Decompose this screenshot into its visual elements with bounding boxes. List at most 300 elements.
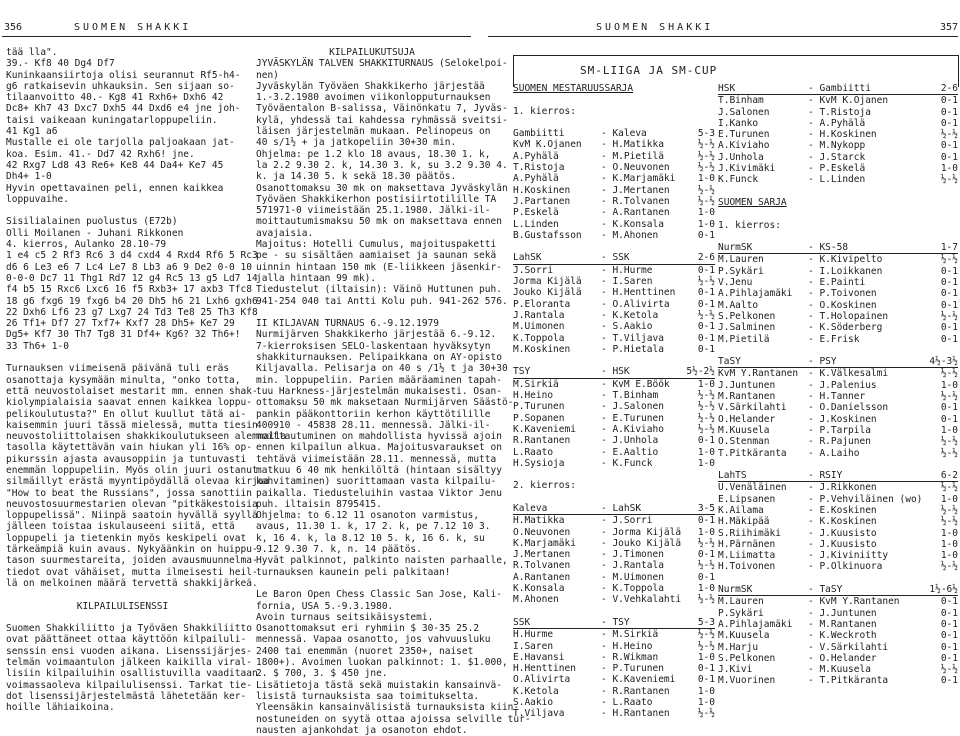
text-line: avaus, 11.30 1. k, 17 2. k, pe 7.12 10 3.	[256, 521, 491, 533]
text-line: dot lisenssijärjestelmästä lähetetään ker-	[6, 690, 247, 702]
score: ½-½	[697, 423, 715, 435]
match-score: 6-2	[940, 470, 958, 482]
section-heading: KILPAILUKUTSUJA	[329, 47, 415, 58]
score: 0-1	[697, 663, 715, 675]
score: ½-½	[940, 436, 958, 448]
score: 0-1	[940, 630, 958, 642]
team-away: - SSK	[601, 252, 630, 264]
player-white: Gambiitti	[513, 128, 565, 140]
team-home: TSY	[513, 366, 531, 378]
text-line: nostuneiden on syytä ottaa ajoissa selville tur-	[256, 713, 531, 725]
result-row	[718, 528, 958, 539]
player-white: E.Havansi	[513, 651, 565, 663]
player-white: P.Eloranta	[513, 298, 571, 310]
score: ½-½	[940, 129, 958, 141]
result-row	[513, 287, 715, 298]
player-black: - T.Pitkäranta	[808, 675, 889, 687]
text-line: 941-254 040 tai Antti Kolu puh. 941-262 576.	[256, 295, 508, 307]
text-line: 41 Kg1 a6	[6, 126, 58, 138]
score: 0-1	[697, 287, 715, 299]
player-white: J.Sorri	[513, 264, 554, 276]
score: 1-0	[940, 550, 958, 562]
match-header	[718, 356, 958, 368]
result-row	[718, 380, 958, 391]
match-header	[513, 252, 715, 264]
result-row	[513, 424, 715, 435]
result-row	[718, 266, 958, 277]
score: ½-½	[697, 390, 715, 402]
result-row	[718, 516, 958, 527]
score: 0-1	[697, 321, 715, 333]
player-black: - K.Koskinen	[808, 516, 877, 528]
player-black: - J.Starck	[808, 151, 866, 163]
match-score: 1½-6½	[929, 584, 958, 596]
team-away: - TSY	[601, 616, 630, 628]
player-black: - K.Konsala	[601, 218, 664, 230]
text-line: "How to beat the Russians", jossa sanottiin	[6, 487, 252, 499]
score: ½-½	[697, 401, 715, 413]
player-black: - J.Rantala	[601, 560, 664, 572]
text-line: koa. Esim. 41.- Dd7 42 Rxh6! jne.	[6, 148, 195, 160]
team-home: Kaleva	[513, 502, 548, 514]
result-row	[718, 322, 958, 333]
result-row	[718, 675, 958, 686]
result-row	[718, 163, 958, 174]
player-black: - K.Weckroth	[808, 630, 877, 642]
result-row	[718, 505, 958, 516]
team-home: NurmSK	[718, 584, 753, 596]
text-line: matkuu 6 40 mk henkilöltä (hintaan sisältyy	[256, 464, 502, 476]
match-score: 1-7	[940, 242, 958, 254]
text-line: Ohjelma: pe 1.2 klo 18 avaus, 18.30 1. k,	[256, 148, 491, 160]
player-white: A.Pihlajamäki	[718, 288, 793, 300]
match-header	[513, 366, 715, 378]
player-black: - V.Särkilahti	[808, 641, 889, 653]
score: ½-½	[697, 184, 715, 196]
player-black: - Kaleva	[601, 128, 647, 140]
blank-line	[6, 589, 239, 600]
result-row	[718, 129, 958, 140]
text-line: tehtävä viimeistään 28.11. mennessä, mutta	[256, 453, 497, 465]
player-black: - T.Holopainen	[808, 310, 889, 322]
result-row	[513, 379, 715, 390]
text-line: Lisätietoja tästä sekä muistakin kansainvä-	[256, 679, 502, 691]
match-header	[718, 242, 958, 254]
player-black: - J.Kuusisto	[808, 527, 877, 539]
score: 0-1	[697, 332, 715, 344]
results-column-2	[718, 83, 958, 687]
text-line: Suomen Shakkiliitto ja Työväen Shakkiliitto	[6, 623, 252, 635]
score: ½-½	[940, 561, 958, 573]
player-white: K.Funck	[718, 174, 759, 186]
result-row	[718, 311, 958, 322]
player-black: - P.Turunen	[601, 663, 664, 675]
score: ½-½	[940, 516, 958, 528]
blank-line	[513, 492, 715, 503]
blank-line	[718, 208, 958, 219]
score: 1-0	[697, 526, 715, 538]
score: ½-½	[940, 664, 958, 676]
text-line: Dh4+ 1-0	[6, 171, 52, 183]
score: 0-1	[940, 265, 958, 277]
text-line: 22 Dxh6 Lf6 23 g7 Lxg7 24 Td3 Te8 25 Th3 Kf8	[6, 306, 258, 318]
text-line: loppupelissä". Niinpä saatoin hyvällä syyllä	[6, 510, 258, 522]
player-black: - P.Vehviläinen (wo)	[808, 493, 923, 505]
player-white: P.Eskelä	[513, 207, 559, 219]
score: 1-0	[697, 583, 715, 595]
left-running-title: SUOMEN SHAKKI	[74, 22, 192, 33]
blank-line	[6, 205, 239, 216]
result-row	[718, 619, 958, 630]
text-line: loppupeli ja tietenkin myös keskipeli ovat	[6, 532, 247, 544]
text-line: 400910 - 45838 28.11. mennessä. Jälki-il-	[256, 419, 491, 431]
player-black: - J.Unhola	[601, 435, 659, 447]
result-row	[513, 538, 715, 549]
result-row	[513, 413, 715, 424]
player-white: H.Heino	[513, 390, 554, 402]
score: 1-0	[940, 379, 958, 391]
result-row	[718, 300, 958, 311]
score: ½-½	[697, 276, 715, 288]
match-header	[718, 83, 958, 95]
text-line: tiedot ovat vähäiset, mutta ilmeisesti heil-	[6, 566, 258, 578]
score: ½-½	[697, 195, 715, 207]
text-line: g6 ratkaisevin uhkauksin. Sen sijaan so-	[6, 80, 235, 92]
player-black: - M.Rantanen	[808, 618, 877, 630]
player-black: - H.Koskinen	[808, 129, 877, 141]
player-black: - O.Koskinen	[808, 299, 877, 311]
result-row	[718, 561, 958, 572]
blank-line	[513, 241, 715, 252]
score: 0-1	[697, 343, 715, 355]
player-black: - A.Rantanen	[601, 207, 670, 219]
player-white: T.Viljava	[513, 708, 565, 720]
player-black: - O.Neuvonen	[601, 162, 670, 174]
player-black: - P.Tarpila	[808, 424, 871, 436]
score: ½-½	[940, 174, 958, 186]
score: ½-½	[697, 162, 715, 174]
player-white: P.Sopanen	[513, 412, 565, 424]
text-line: 1800+). Avoimen luokan palkinnot: 1. $1.000,	[256, 657, 508, 669]
player-white: M.Sirkiä	[513, 378, 559, 390]
player-white: J.Kivi	[718, 664, 753, 676]
text-line: 2. $ 700, 3. $ 450 jne.	[256, 668, 388, 680]
player-white: H.Toivonen	[718, 561, 776, 573]
player-black: - R.Wikman	[601, 651, 659, 663]
text-line: 9.12 9.30 7. k, n. 14 päätös.	[256, 544, 422, 556]
score: 0-1	[697, 435, 715, 447]
result-row	[513, 629, 715, 640]
result-row	[513, 515, 715, 526]
score: 0-1	[697, 264, 715, 276]
text-line: 2400 tai enemmän (nuoret 2350+, naiset	[256, 645, 474, 657]
player-white: V.Jenu	[718, 277, 753, 289]
player-white: M.Liimatta	[718, 550, 776, 562]
text-line: lä on melkoinen määrä tervettä shakkijärkeä.	[6, 577, 258, 589]
blank-line	[718, 231, 958, 242]
result-row	[513, 333, 715, 344]
team-away: - Gambiitti	[808, 83, 871, 94]
text-line: 42 Rxg7 Ld8 43 Re6+ Ke8 44 Da4+ Ke7 45	[6, 159, 224, 171]
result-row	[513, 139, 715, 150]
player-black: - R.Pajunen	[808, 436, 871, 448]
text-line: taisi vaikeaan kuningatarloppupeliin.	[6, 114, 218, 126]
result-row	[718, 254, 958, 265]
player-white: I.Kanko	[718, 117, 759, 129]
score: 0-1	[940, 140, 958, 152]
player-white: J.Unhola	[718, 151, 764, 163]
player-black: - O.Alivirta	[601, 298, 670, 310]
player-white: T.Ristoja	[513, 162, 565, 174]
score: 0-1	[940, 151, 958, 163]
player-white: V.Särkilahti	[718, 402, 787, 414]
result-row	[513, 435, 715, 446]
blank-line	[6, 612, 239, 623]
player-black: - L.Linden	[808, 174, 866, 186]
team-home: LahTS	[718, 470, 747, 482]
text-line: osanottaja kysymään minulta, "onko totta,	[6, 374, 241, 386]
result-row	[513, 641, 715, 652]
team-home: NurmSK	[718, 242, 753, 254]
player-black: - S.Aakio	[601, 321, 653, 333]
player-black: - Jouko Kijälä	[601, 537, 682, 549]
text-line: jälleen toistaa iskulauseeni siitä, että	[6, 521, 235, 533]
score: 1-0	[940, 527, 958, 539]
result-row	[513, 185, 715, 196]
player-white: M.Koskinen	[513, 343, 571, 355]
result-row	[513, 686, 715, 697]
text-line: Työväen Shakkikerhon postisiirtotilille TA	[256, 193, 497, 205]
result-row	[513, 458, 715, 469]
text-line: JYVÄSKYLÄN TALVEN SHAKKITURNAUS (Selokelpoi-	[256, 58, 508, 70]
blank-line	[513, 117, 715, 128]
player-black: - M.Ahonen	[601, 229, 659, 241]
text-line: 18 g6 fxg6 19 fxg6 b4 20 Dh5 h6 21 Lxh6 gxh6	[6, 295, 258, 307]
player-white: J.Juntunen	[718, 379, 776, 391]
result-row	[718, 174, 958, 185]
blank-line	[6, 352, 239, 363]
player-white: KvM K.Ojanen	[513, 139, 582, 151]
result-row	[718, 653, 958, 664]
player-black: - L.Raato	[601, 697, 653, 709]
player-black: - E.Painti	[808, 277, 866, 289]
match-score: 5½-2½	[686, 366, 715, 378]
result-row	[513, 310, 715, 321]
text-line: Majoitus: Hotelli Cumulus, majoituspaketti	[256, 239, 497, 251]
player-white: M.Harju	[718, 641, 759, 653]
player-black: - R.Tolvanen	[601, 195, 670, 207]
score: 0-1	[940, 641, 958, 653]
match-header	[718, 584, 958, 596]
player-black: - M.Uimonen	[601, 571, 664, 583]
results-box-right-rule	[958, 55, 959, 87]
team-away: - RSIY	[808, 470, 843, 482]
section-heading: KILPAILULISENSSI	[76, 600, 169, 612]
result-row	[718, 596, 958, 607]
text-line: kahvitaminen) suorittamaan vasta kilpailu-	[256, 476, 497, 488]
result-row	[718, 107, 958, 118]
results-title: SM-LIIGA JA SM-CUP	[580, 64, 718, 77]
text-line: ennen kilpailun alkua. Majoitusvaraukset on	[256, 442, 502, 454]
player-white: A.Pyhälä	[513, 173, 559, 185]
text-line: ovat päättäneet ottaa käyttöön kilpailuli-	[6, 634, 247, 646]
text-line: senssin ensi vuoden aikana. Lisenssijärjes-	[6, 645, 252, 657]
player-black: - K.Toppola	[601, 583, 664, 595]
player-white: A.Kiviaho	[718, 140, 770, 152]
player-black: - K.Marjamäki	[601, 173, 676, 185]
blank-line	[718, 459, 958, 470]
score: ½-½	[940, 447, 958, 459]
text-line: 26 Tf1+ Df7 27 Txf7+ Kxf7 28 Dh5+ Ke7 29	[6, 318, 235, 330]
player-black: - J.Salonen	[601, 401, 664, 413]
result-row	[718, 277, 958, 288]
team-away: - TaSY	[808, 584, 843, 596]
text-line: Yleensäkin kansainvälisistä turnauksista kiin-	[256, 702, 520, 714]
text-line: tää lla".	[6, 47, 58, 58]
round-heading: 1. kierros:	[513, 105, 576, 117]
player-white: Jouko Kijälä	[513, 287, 582, 299]
series-heading: SUOMEN MESTARUUSSARJA	[513, 83, 634, 94]
score: 1-0	[697, 446, 715, 458]
player-white: T.Pitkäranta	[718, 447, 787, 459]
text-line: tärkeämpiä kuin avaus. Nykyäänkin on huippu-	[6, 544, 258, 556]
blank-line	[718, 186, 958, 197]
score: ½-½	[697, 537, 715, 549]
score: 0-1	[697, 515, 715, 527]
text-line: telmän voimaantulon jälkeen kaikilla viral-	[6, 657, 252, 669]
score: ½-½	[697, 150, 715, 162]
score: 0-1	[697, 549, 715, 561]
result-row	[513, 196, 715, 207]
result-row	[718, 152, 958, 163]
text-line: että neuvostolaiset mestarit mm. ennen shak-	[6, 385, 258, 397]
player-white: I.Saren	[513, 640, 554, 652]
player-black: - KvM Y.Rantanen	[808, 596, 900, 608]
result-row	[718, 334, 958, 345]
text-line: 1.-3.2.1980 avoimen viikonlopputurnauksen	[256, 92, 491, 104]
text-line: Kiljavalla. Pelisarja on 40 s /1½ t ja 30+30	[256, 363, 508, 375]
player-white: M.Lauren	[718, 596, 764, 608]
round-heading: 2. kierros:	[513, 480, 576, 492]
result-row	[718, 664, 958, 675]
text-line: Jyväskylän Työväen Shakkikerho järjestää	[256, 80, 485, 92]
text-line: avajaisia.	[256, 227, 314, 239]
score: ½-½	[940, 254, 958, 266]
score: 0-1	[697, 571, 715, 583]
text-line: hoille lähiaikoina.	[6, 702, 115, 714]
text-line: uinnin hintaan 150 mk (E-liikkeen jäsenkir-	[256, 261, 502, 273]
player-black: - K.Ketola	[601, 309, 659, 321]
result-row	[718, 425, 958, 436]
player-black: - A.Laiho	[808, 447, 860, 459]
text-line: lisiin kilpailuihin osallistuvilla vaaditaan	[6, 668, 258, 680]
text-line: Osanottomaksu 30 mk on maksettava Jyväskylän	[256, 182, 508, 194]
match-score: 2-6	[940, 83, 958, 94]
result-row	[718, 118, 958, 129]
player-black: - E.Koskinen	[808, 504, 877, 516]
text-line: mennessä. Vapaa osanotto, jos vahvuusluku	[256, 634, 491, 646]
score: 0-1	[940, 402, 958, 414]
score: 0-1	[940, 618, 958, 630]
player-black: - H.Tanner	[808, 391, 866, 403]
result-row	[718, 608, 958, 619]
result-row	[718, 95, 958, 106]
result-row	[513, 230, 715, 241]
text-line: moittautumismaksu 50 mk on maksettava ennen	[256, 216, 502, 228]
player-white: J.Mertanen	[513, 549, 571, 561]
result-row	[718, 448, 958, 459]
text-line: Dc8+ Kh7 43 Dxc7 Dxh5 44 Dxd6 e4 jne joh-	[6, 103, 241, 115]
player-black: - E.Turunen	[601, 412, 664, 424]
text-line: Osanottomaksut eri ryhmiin $ 30-35 25.2	[256, 623, 480, 635]
score: ½-½	[940, 391, 958, 403]
series-heading: SUOMEN SARJA	[718, 196, 787, 208]
player-black: - T.Binham	[601, 390, 659, 402]
team-away: - PSY	[808, 356, 837, 368]
player-black: - J.Palenius	[808, 379, 877, 391]
player-black: - M.Nykopp	[808, 140, 866, 152]
score: 0-1	[940, 299, 958, 311]
results-box-top-rule	[513, 55, 958, 56]
player-white: K.Konsala	[513, 583, 565, 595]
result-row	[513, 162, 715, 173]
text-line: puh. iltaisin 8795415.	[256, 498, 382, 510]
blank-line	[513, 94, 715, 105]
text-line: Ohjelma: to 6.12 11 osanoton varmistus,	[256, 510, 480, 522]
match-header	[513, 617, 715, 629]
score: 5-3	[697, 128, 715, 140]
player-black: - I.Saren	[601, 276, 653, 288]
score: 0-1	[697, 229, 715, 241]
player-black: - P.Eskelä	[808, 163, 866, 175]
result-row	[718, 539, 958, 550]
text-line: Kuninkaansiirtoja olisi seurannut Rf5-h4-	[6, 69, 241, 81]
player-white: L.Linden	[513, 218, 559, 230]
player-white: J.Rantala	[513, 309, 565, 321]
right-page-number: 357	[939, 22, 958, 33]
player-white: H.Sysioja	[513, 457, 565, 469]
text-line: Turnauksen viimeisenä päivänä tuli eräs	[6, 363, 230, 375]
player-black: - J.Timonen	[601, 549, 664, 561]
score: 0-1	[940, 277, 958, 289]
result-row	[513, 674, 715, 685]
player-black: - M.Pietilä	[601, 150, 664, 162]
match-score: 4½-3½	[929, 356, 958, 368]
player-white: A.Pihlajamäki	[718, 618, 793, 630]
team-away: - HSK	[601, 366, 630, 378]
text-line: Le Baron Open Chess Classic San Jose, Kali-	[256, 589, 502, 601]
result-row	[718, 482, 958, 493]
score: 1-0	[697, 457, 715, 469]
text-line: II KILJAVAN TURNAUS 6.-9.12.1979	[256, 318, 440, 330]
score: 1-0	[697, 218, 715, 230]
player-white: J.Kivimäki	[718, 163, 776, 175]
score: ½-½	[697, 708, 715, 720]
text-line: ottomaksu 50 mk maksetaan Nurmijärven Säästö-	[256, 397, 514, 409]
player-black: - T.Ristoja	[808, 106, 871, 118]
text-line: 40 s/1½ + ja jatkopeliin 30+30 min.	[256, 137, 457, 149]
score: ½-½	[697, 309, 715, 321]
text-line: k, 16 4. k, la 8.12 10 5. k, 16 6. k, su	[256, 532, 485, 544]
left-page-number: 356	[4, 22, 23, 33]
result-row	[513, 219, 715, 230]
text-line: turnauksen kaunein peli palkitaan!	[256, 566, 451, 578]
player-white: A.Pyhälä	[513, 150, 559, 162]
player-white: H.Hurme	[513, 629, 554, 641]
player-black: - K.Kivipelto	[808, 254, 883, 266]
player-black: - E.Aaltio	[601, 446, 659, 458]
text-line: paikalla. Tiedusteluihin vastaa Viktor Jenu	[256, 487, 502, 499]
